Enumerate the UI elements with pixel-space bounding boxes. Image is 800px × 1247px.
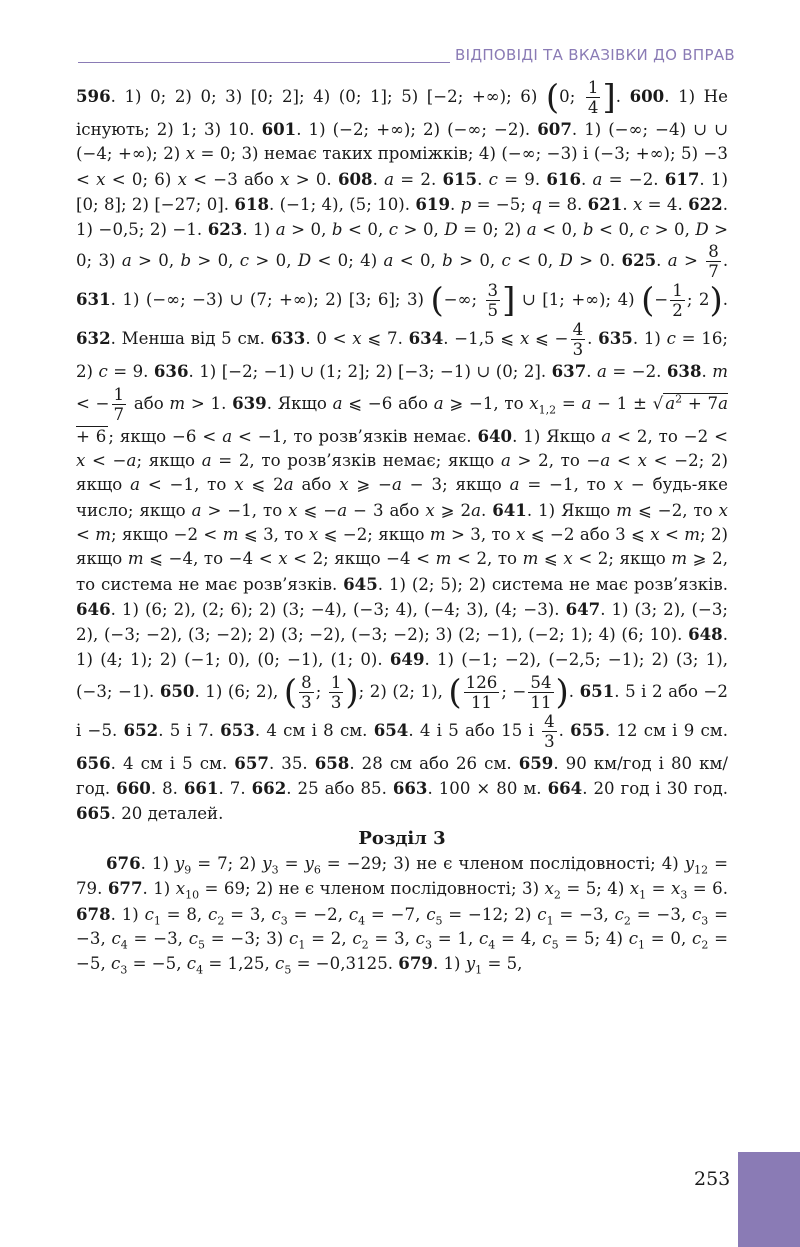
side-tab: [738, 1152, 800, 1247]
header-title: ВІДПОВІДІ ТА ВКАЗІВКИ ДО ВПРАВ: [455, 46, 735, 64]
answers-block: 596. 1) 0; 2) 0; 3) [0; 2]; 4) (0; 1]; 5) [−2; +∞); 6) (0; $\frac{1}{4}$ ]. 600. 1) Не існують; 2) 1; 3) 10. 601. 1) (−2; +∞); 2) (−∞; −2). 607. 1) (−∞; −4) ∪ ∪ (−4; +∞); 2) x = 0; 3) немає таких проміжків; 4) (−∞; −3) і (−3; +∞); 5) −3 < x < 0; 6) x < −3 або x > 0. 608. a = 2. 615. c = 9. 616. a = −2. 617. 1) [0; 8]; 2) [−27; 0]. 618. (−1; 4), (5; 10). 619. p = −5; q = 8. 621. x = 4. 622. 1) −0,5; 2) −1. 623. 1) a > 0, b < 0, c > 0, D = 0; 2) a < 0, b < 0, c > 0, D > 0; 3) a > 0, b > 0, c > 0, D < 0; 4) a < 0, b > 0, c < 0, D > 0. 625. a > $\frac{8}{7}$ . 631. 1) (−∞; −3) ∪ (7; +∞); 2) [3; 6]; 3) (−∞; $\frac{3}{5}$ ] ∪ [1; +∞); 4) (− $\frac{1}{2}$ ; 2). 632. Менша від 5 см. 633. 0 < x ⩽ 7. 634. −1,5 ⩽ x ⩽ − $\frac{4}{3}$ . 635. 1) c = 16; 2) c = 9. 636. 1) [−2; −1) ∪ (1; 2]; 2) [−3; −1) ∪ (0; 2]. 637. a = −2. 638. m < − $\frac{1}{7}$ або m > 1. 639. Якщо a ⩽ −6 або a ⩾ −1, то $x_{1,2} = a - 1$ ± √ $a^2 + 7a + 6$ ; якщо −6 < a < −1, то розв’язків немає. 640. 1) Якщо a < 2, то −2 < x < −a; якщо a = 2, то розв’язків немає; якщо a > 2, то −a < x < −2; 2) якщо a < −1, то x ⩽ 2a або x ⩾ −a − 3; якщо a = −1, то x − будь-яке число; якщо a > −1, то x ⩽ −a − 3 або x ⩾ 2a. 641. 1) Якщо m ⩽ −2, то x < m; якщо −2 < m ⩽ 3, то x ⩽ −2; якщо m > 3, то x ⩽ −2 або 3 ⩽ x < m; 2) якщо m ⩽ −4, то −4 < x < 2; якщо −4 < m < 2, то m ⩽ x < 2; якщо m ⩾ 2, то система не має розв’язків. 645. 1) (2; 5); 2) система не має розв’язків. 646. 1) (6; 2), (2; 6); 2) (3; −4), (−3; 4), (−4; 3), (4; −3). 647. 1) (3; 2), (−3; 2), (−3; −2), (3; −2); 2) (3; −2), (−3; −2); 3) (2; −1), (−2; 1); 4) (6; 10). 648. 1) (4; 1); 2) (−1; 0), (0; −1), (1; 0). 649. 1) (−1; −2), (−2,5; −1); 2) (3; 1), (−3; −1). 650. 1) (6; 2), ( $\frac{8}{3}$ ; $\frac{1}{3}$ ); 2) (2; 1), ( $\frac{126}{11}$ ; − $\frac{54}{11}$ ). 651. 5 і 2 або −2 і −5. 652. 5 і 7. 653. 4 см і 8 см. 654. 4 і 5 або 15 і $\frac{4}{3}$ . 655. 12 см і 9 см. 656. 4 см і 5 см. 657. 35. 658. 28 см або 26 см. 659. 90 км/год і 80 км/год. 660. 8. 661. 7. 662. 25 або 85. 663. 100 × 80 м. 664. 20 год і 30 год. 665. 20 деталей.: [76, 77, 729, 824]
section-3-answers: 676. 1) $y_9 = 7$; 2) $y_3 = y_6 = -29$; 3) не є членом послідовності; 4) $y_{12} = 79$. 677. 1) $x_{10} = 69$; 2) не є членом послідовності; 3) $x_2 = 5$; 4) $x_1 = x_3 = 6$. 678. 1) $c_1 = 8$, $c_2 = 3$, $c_3 = -2$, $c_4 = -7$, $c_5 = -12$; 2) $c_1 = -3$, $c_2 = -3$, $c_3 = -3$, $c_4 = -3$, $c_5 = -3$; 3) $c_1 = 2$, $c_2 = 3$, $c_3 = 1$, $c_4 = 4$, $c_5 = 5$; 4) $c_1 = 0$, $c_2 = -5$, $c_3 = -5$, $c_4 = 1,25$, $c_5 = -0,3125$. 679. 1) $y_1 = 5$,: [76, 852, 728, 977]
answers-body: [76, 78, 728, 976]
header-rule: [78, 62, 450, 63]
page-number: 253: [694, 1168, 731, 1190]
section-title: Розділ 3: [358, 827, 446, 849]
